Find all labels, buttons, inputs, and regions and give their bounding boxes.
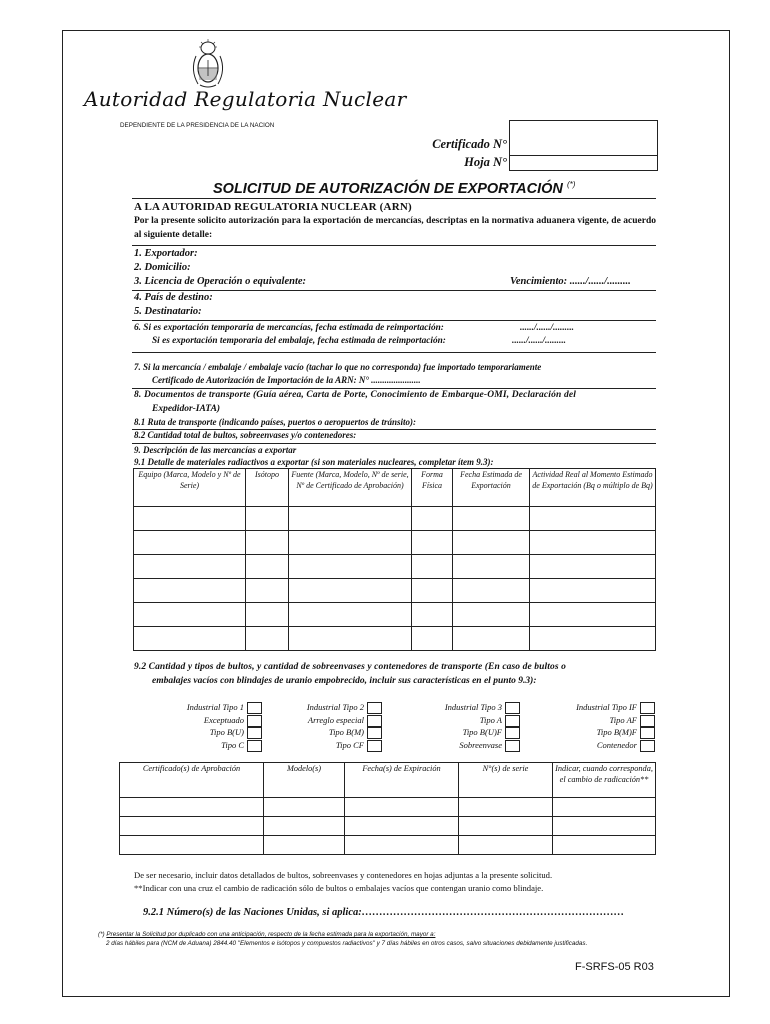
table-cell[interactable] (453, 555, 530, 579)
table-cell[interactable] (289, 507, 412, 531)
package-type-item[interactable]: Tipo B(M)F (543, 726, 655, 739)
form-code: F-SRFS-05 R03 (575, 961, 654, 973)
package-type-item[interactable]: Tipo B(U) (150, 726, 262, 739)
checkbox[interactable] (367, 715, 382, 727)
table-cell[interactable] (530, 579, 656, 603)
package-types-col-4 (543, 701, 655, 751)
package-type-item[interactable]: Exceptuado (150, 714, 262, 727)
table-cell[interactable] (246, 603, 289, 627)
table-cell[interactable] (134, 627, 246, 651)
note-attachments: De ser necesario, incluir datos detallados de bultos, sobreenvases y contenedores en hojas adjuntas a la presente solicitud. (134, 870, 553, 880)
package-type-item[interactable]: Tipo AF (543, 714, 655, 727)
package-type-item[interactable]: Tipo CF (270, 739, 382, 752)
table-cell[interactable] (289, 579, 412, 603)
item-exportador: 1. Exportador: (134, 248, 198, 259)
table-cell[interactable] (453, 603, 530, 627)
table1-header-cell: Fuente (Marca, Modelo, Nº de serie, Nº de Certificado de Aprobación) (289, 469, 412, 507)
package-type-item[interactable]: Sobreenvase (408, 739, 520, 752)
table-cell[interactable] (412, 555, 453, 579)
table-cell[interactable] (134, 603, 246, 627)
package-type-item[interactable]: Industrial Tipo 2 (270, 701, 382, 714)
item-licencia: 3. Licencia de Operación o equivalente: (134, 276, 307, 287)
table-cell[interactable] (453, 579, 530, 603)
table1-row (134, 579, 656, 603)
table-cell[interactable] (264, 836, 345, 855)
rule-3 (132, 290, 656, 291)
title-rule (132, 198, 656, 199)
table2-header-cell: N°(s) de serie (459, 763, 553, 798)
table1-row (134, 603, 656, 627)
table-cell[interactable] (530, 531, 656, 555)
table2-header-cell: Certificado(s) de Aprobación (120, 763, 264, 798)
org-name: Autoridad Regulatoria Nuclear (84, 87, 407, 111)
table-cell[interactable] (246, 627, 289, 651)
table-cell[interactable] (246, 531, 289, 555)
item-7a: 7. Si la mercancía / embalaje / embalaje vacío (tachar lo que no corresponda) fue importado temporariamente (134, 362, 542, 372)
footnote-line-1 (98, 931, 435, 938)
table-cell[interactable] (345, 817, 459, 836)
item-domicilio: 2. Domicilio: (134, 262, 191, 273)
rule-5 (132, 320, 656, 321)
checkbox[interactable] (367, 727, 382, 739)
note-radication: **Indicar con una cruz el cambio de radicación sólo de bultos o embalajes vacíos que contengan uranio como blindaje. (134, 883, 544, 893)
table-cell[interactable] (289, 627, 412, 651)
table1-row (134, 555, 656, 579)
footnote-text: Presentar la Solicitud por duplicado con una anticipación, respecto de la fecha estimada para la exportación, mayor a: (106, 931, 436, 938)
checkbox[interactable] (367, 702, 382, 714)
table-cell[interactable] (289, 603, 412, 627)
table2-header-cell: Indicar, cuando corresponda, el cambio de radicación** (553, 763, 656, 798)
table-cell[interactable] (412, 627, 453, 651)
checkbox[interactable] (247, 702, 262, 714)
certificate-number-field[interactable] (509, 120, 658, 156)
table-cell[interactable] (120, 817, 264, 836)
table-cell[interactable] (264, 798, 345, 817)
item-8a: 8. Documentos de transporte (Guía aérea, Carta de Porte, Conocimiento de Embarque-OMI, Declaración del (134, 390, 576, 400)
footnote-mark: (*) (98, 931, 105, 938)
certificate-label: Certificado N° (432, 137, 507, 151)
table2-row (120, 817, 656, 836)
package-type-item[interactable]: Industrial Tipo IF (543, 701, 655, 714)
item-9: 9. Descripción de las mercancías a exportar (134, 445, 297, 455)
table2-row (120, 836, 656, 855)
table1-header-row (134, 469, 656, 507)
table-cell[interactable] (412, 531, 453, 555)
table-cell[interactable] (459, 817, 553, 836)
table-cell[interactable] (134, 531, 246, 555)
argentine-coat-of-arms-icon (188, 38, 228, 90)
table-cell[interactable] (264, 817, 345, 836)
rule-8-2 (132, 443, 656, 444)
checkbox[interactable] (505, 727, 520, 739)
table-cell[interactable] (289, 531, 412, 555)
checkbox[interactable] (367, 740, 382, 752)
item-pais-destino: 4. País de destino: (134, 292, 213, 303)
hoja-label: Hoja N° (464, 155, 507, 169)
item-8-1: 8.1 Ruta de transporte (indicando países, puertos o aeropuertos de tránsito): (134, 417, 417, 427)
title-mark: (*) (566, 180, 576, 189)
form-title-text: SOLICITUD DE AUTORIZACIÓN DE EXPORTACIÓN (213, 180, 563, 197)
table2-header-cell: Modelo(s) (264, 763, 345, 798)
checkbox[interactable] (640, 715, 655, 727)
radioactive-materials-table (133, 468, 656, 651)
item-6b: Si es exportación temporaria del embalaje, fecha estimada de reimportación: (152, 336, 446, 346)
table-cell[interactable] (459, 798, 553, 817)
item-7b: Certificado de Autorización de Importación de la ARN: N° ...................... (152, 375, 421, 385)
table1-row (134, 627, 656, 651)
table2-header-cell: Fecha(s) de Expiración (345, 763, 459, 798)
package-type-item[interactable]: Tipo C (150, 739, 262, 752)
table-cell[interactable] (120, 798, 264, 817)
package-type-item[interactable]: Industrial Tipo 1 (150, 701, 262, 714)
item-8-2: 8.2 Cantidad total de bultos, sobreenvases y/o contenedores: (134, 430, 357, 440)
hoja-number-field[interactable] (509, 154, 658, 171)
table-cell[interactable] (412, 579, 453, 603)
item-9-1: 9.1 Detalle de materiales radiactivos a exportar (si son materiales nucleares, completar ítem 9.3): (134, 457, 494, 467)
package-type-item[interactable]: Arreglo especial (270, 714, 382, 727)
intro-text: Por la presente solicito autorización para la exportación de mercancías, descriptas en la normativa aduanera vigente, de acuerdo al siguiente detalle: (134, 216, 656, 240)
checkbox[interactable] (247, 715, 262, 727)
package-type-item[interactable]: Tipo B(U)F (408, 726, 520, 739)
checkbox[interactable] (505, 740, 520, 752)
package-type-item[interactable]: Contenedor (543, 739, 655, 752)
rule-intro (132, 245, 656, 246)
table-cell[interactable] (453, 507, 530, 531)
table-cell[interactable] (459, 836, 553, 855)
un-numbers: 9.2.1 Número(s) de las Naciones Unidas, si aplica:………………………………………………………………… (143, 907, 625, 918)
checkbox[interactable] (505, 715, 520, 727)
table-cell[interactable] (134, 555, 246, 579)
table-cell[interactable] (134, 579, 246, 603)
item-6a: 6. Si es exportación temporaria de mercancías, fecha estimada de reimportación: (134, 323, 444, 333)
table-cell[interactable] (345, 836, 459, 855)
table2-header-row (120, 763, 656, 798)
table1-header-cell: Forma Física (412, 469, 453, 507)
addressee: A LA AUTORIDAD REGULATORIA NUCLEAR (ARN) (134, 201, 412, 213)
table1-row (134, 531, 656, 555)
table-cell[interactable] (553, 836, 656, 855)
item-vencimiento: Vencimiento: ....../....../......... (510, 276, 631, 287)
table-cell[interactable] (553, 798, 656, 817)
table-cell[interactable] (246, 555, 289, 579)
table-cell[interactable] (289, 555, 412, 579)
package-type-item[interactable]: Industrial Tipo 3 (408, 701, 520, 714)
package-types-col-2 (270, 701, 382, 751)
package-type-item[interactable]: Tipo B(M) (270, 726, 382, 739)
checkbox[interactable] (247, 727, 262, 739)
checkbox[interactable] (505, 702, 520, 714)
table-cell[interactable] (530, 603, 656, 627)
item-6a-date: ....../....../......... (520, 323, 574, 333)
item-8b: Expedidor-IATA) (152, 404, 221, 414)
table-cell[interactable] (120, 836, 264, 855)
package-type-item[interactable]: Tipo A (408, 714, 520, 727)
table1-header-cell: Actividad Real al Momento Estimado de Exportación (Bq o múltiplo de Bq) (530, 469, 656, 507)
table2-row (120, 798, 656, 817)
table-cell[interactable] (246, 579, 289, 603)
table-cell[interactable] (412, 603, 453, 627)
checkbox[interactable] (640, 740, 655, 752)
table1-header-cell: Equipo (Marca, Modelo y Nº de Serie) (134, 469, 246, 507)
table-cell[interactable] (553, 817, 656, 836)
table-cell[interactable] (412, 507, 453, 531)
form-title (213, 180, 575, 197)
item-6b-date: ....../....../......... (512, 336, 566, 346)
checkbox[interactable] (640, 727, 655, 739)
footnote-line-2: 2 días hábiles para (NCM de Aduana) 2844.40 "Elementos e isótopos y compuestos radiactivos" y 7 días hábiles en otros casos, salvo situaciones debidamente justificadas. (106, 940, 588, 947)
table-cell[interactable] (530, 555, 656, 579)
package-types-col-1 (150, 701, 262, 751)
table-cell[interactable] (453, 627, 530, 651)
table-cell[interactable] (246, 507, 289, 531)
table-cell[interactable] (530, 507, 656, 531)
table1-header-cell: Isótopo (246, 469, 289, 507)
checkbox[interactable] (640, 702, 655, 714)
section-9-2-text-b: embalajes vacíos con blindajes de uranio empobrecido, incluir sus características en el punto 9.3): (152, 676, 537, 686)
checkbox[interactable] (247, 740, 262, 752)
table1-row (134, 507, 656, 531)
approval-certificates-table (119, 762, 656, 855)
item-destinatario: 5. Destinatario: (134, 306, 202, 317)
package-types-col-3 (408, 701, 520, 751)
rule-6 (132, 352, 656, 353)
section-9-2-text-a: 9.2 Cantidad y tipos de bultos, y cantidad de sobreenvases y contenedores de transporte (En caso de bultos o (134, 662, 566, 672)
table-cell[interactable] (530, 627, 656, 651)
rule-7 (132, 388, 656, 389)
table-cell[interactable] (453, 531, 530, 555)
table1-header-cell: Fecha Estimada de Exportación (453, 469, 530, 507)
org-subtitle: DEPENDIENTE DE LA PRESIDENCIA DE LA NACION (120, 122, 275, 129)
table-cell[interactable] (345, 798, 459, 817)
table-cell[interactable] (134, 507, 246, 531)
